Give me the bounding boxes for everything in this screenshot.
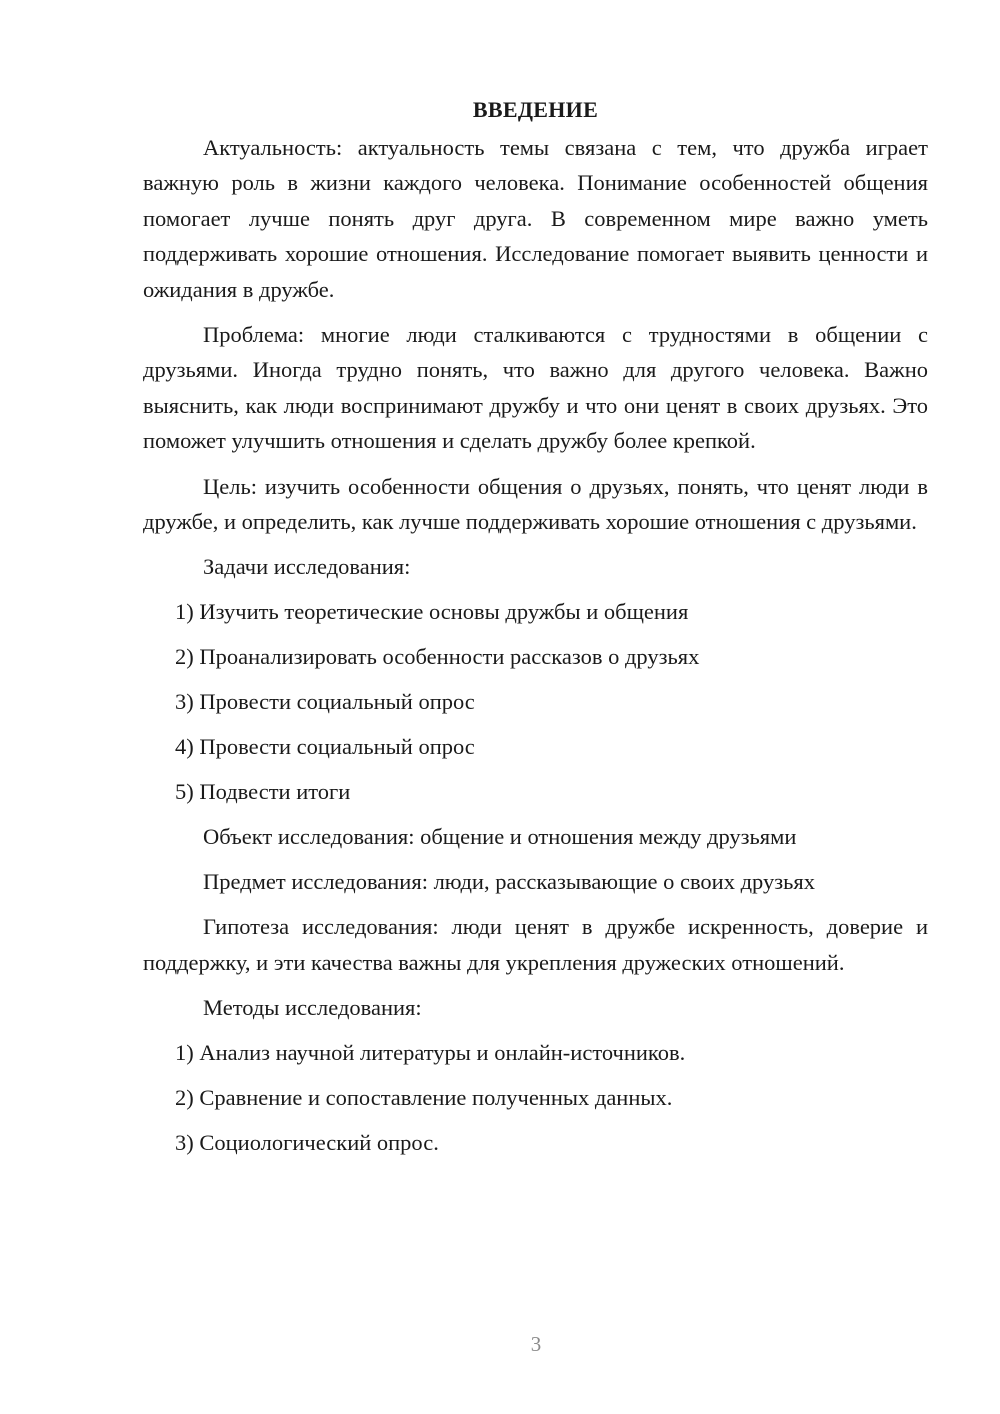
subject-line: Предмет исследования: люди, рассказывающие о своих друзьях <box>203 869 815 895</box>
task-item: 3) Провести социальный опрос <box>175 689 475 715</box>
methods-title: Методы исследования: <box>203 995 422 1021</box>
method-item: 2) Сравнение и сопоставление полученных данных. <box>175 1085 673 1111</box>
hypothesis-paragraph: Гипотеза исследования: люди ценят в дружбе искренность, доверие и поддержку, и эти качества важны для укрепления дружеских отношений. <box>143 914 928 975</box>
method-item: 1) Анализ научной литературы и онлайн-источников. <box>175 1040 686 1066</box>
page-number: 3 <box>530 1332 542 1356</box>
task-item: 4) Провести социальный опрос <box>175 734 475 760</box>
goal-paragraph: Цель: изучить особенности общения о друзьях, понять, что ценят люди в дружбе, и определить, как лучше поддерживать хорошие отношения с друзьями. <box>143 473 928 535</box>
section-heading: ВВЕДЕНИЕ <box>472 97 599 122</box>
method-item: 3) Социологический опрос. <box>175 1130 439 1156</box>
task-item: 2) Проанализировать особенности рассказов о друзьях <box>175 644 700 670</box>
tasks-title: Задачи исследования: <box>203 554 411 580</box>
task-item: 1) Изучить теоретические основы дружбы и общения <box>175 599 689 625</box>
task-item: 5) Подвести итоги <box>175 779 351 805</box>
document-page <box>143 92 928 1170</box>
problem-paragraph: Проблема: многие люди сталкиваются с трудностями в общении с друзьями. Иногда трудно понять, что важно для другого человека. Важно выяснить, как люди воспринимают дружбу и что они ценят в своих друзьях. Это поможет улучшить отношения и сделать дружбу более крепкой. <box>143 322 928 454</box>
object-line: Объект исследования: общение и отношения между друзьями <box>203 824 797 850</box>
relevance-paragraph: Актуальность: актуальность темы связана с тем, что дружба играет важную роль в жизни каждого человека. Понимание особенностей общения помогает лучше понять друг друга. В современном мире важно уметь поддерживать хорошие отношения. Исследование помогает выявить ценности и ожидания в дружбе. <box>143 135 928 302</box>
